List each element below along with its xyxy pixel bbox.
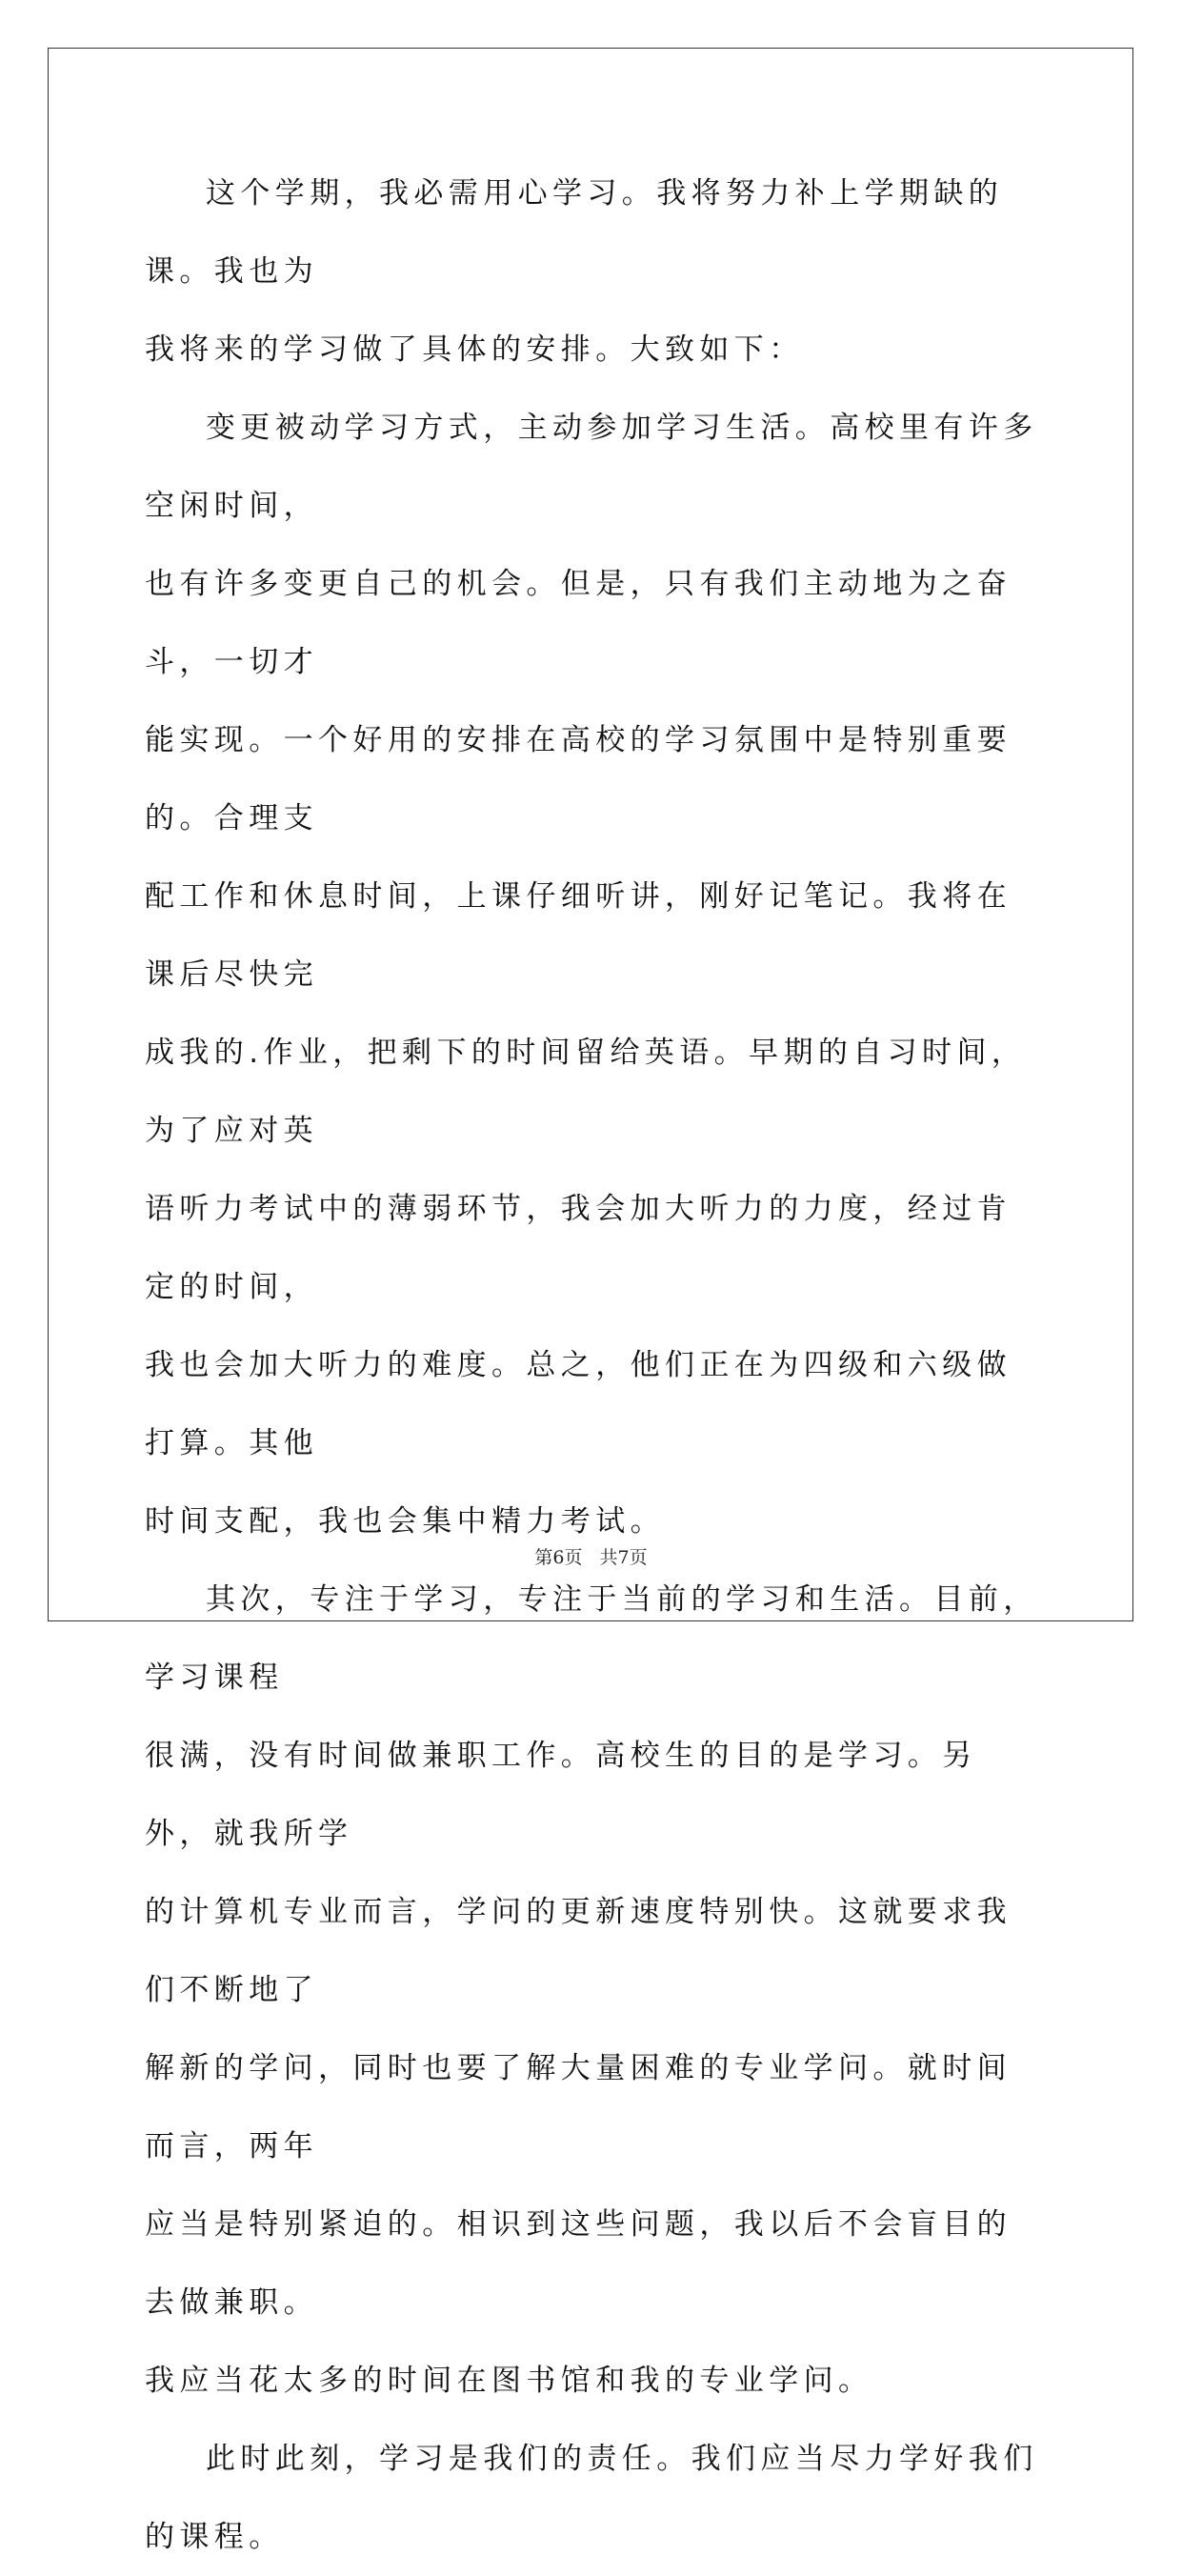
paragraph-1: 这个学期，我必需用心学习。我将努力补上学期缺的课。我也为 我将来的学习做了具体的安排。大致如下： (145, 176, 1004, 367)
page-footer (0, 1543, 1182, 1569)
paragraph-2: 变更被动学习方式，主动参加学习生活。高校里有许多空闲时间， 也有许多变更自己的机会。但是，只有我们主动地为之奋斗，一切才 能实现。一个好用的安排在高校的学习氛围中是特别重要的。合理支 配工作和休息时间，上课仔细听讲，刚好记笔记。我将在课后尽快完 成我的.作业，把剩下的时间留给英语。早期的自习时间，为了应对英 语听力考试中的薄弱环节，我会加大听力的力度，经过肯定的时间， 我也会加大听力的难度。总之，他们正在为四级和六级做打算。其他 时间支配，我也会集中精力考试。 (145, 411, 1038, 1539)
document-body (145, 154, 1040, 2576)
paragraph-3: 其次，专注于学习，专注于当前的学习和生活。目前，学习课程 很满，没有时间做兼职工作。高校生的目的是学习。另外，就我所学 的计算机专业而言，学问的更新速度特别快。这就要求我们不断地了 解新的学问，同时也要了解大量困难的专业学问。就时间而言，两年 应当是特别紧迫的。相识到这些问题，我以后不会盲目的去做兼职。 我应当花太多的时间在图书馆和我的专业学问。 (145, 1582, 1038, 2398)
page-number: 第6页 (534, 1547, 583, 1568)
paragraph-4: 此时此刻，学习是我们的责任。我们应当尽力学好我们的课程。 (145, 2442, 1038, 2554)
page-total: 共7页 (599, 1547, 648, 1568)
